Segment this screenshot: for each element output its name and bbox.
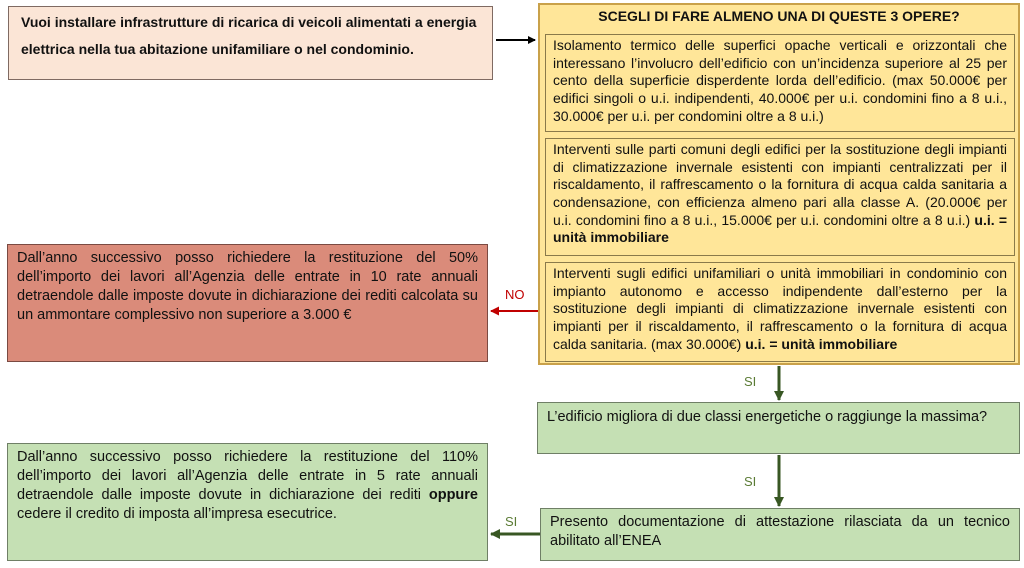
result-no-text: Dall’anno successivo posso richiedere la restituzione del 50% dell’importo dei lavori all’Agenzia delle entrate in 10 rate annuali detraendole dalle imposte dovute in dichiarazione dei rediti calcolata su un ammontare complessivo non superiore a 3.000 € [17,250,478,324]
options-panel [538,3,1020,365]
option-autonomous-heating [545,262,1015,362]
question-box [8,6,493,80]
label-si-2: SI [744,474,757,489]
label-si-3: SI [505,514,518,529]
label-no: NO [505,287,525,302]
result-si-emphasis: oppure [428,487,478,504]
option-autonomous-heating-text: Interventi sugli edifici unifamiliari o unità immobiliari in condominio con impianto autonomo e accesso indipendente dall’esterno per la sostituzione degli impianti di climatizzazione invernale esistenti con impianti per il riscaldamento, il raffrescamento o la fornitura di acqua calda sanitaria. (max 30.000€) [553,265,1007,352]
result-no-box [7,244,488,362]
energy-class-box [537,402,1020,454]
result-si-text-before: Dall’anno successivo posso richiedere la restituzione del 110% dell’importo dei lavori all’Agenzia delle entrate in 5 rate annuali detraendole dalle imposte dovute in dichiarazione dei rediti [17,449,478,504]
options-title: SCEGLI DI FARE ALMENO UNA DI QUESTE 3 OPERE? [598,8,960,24]
question-text: Vuoi installare infrastrutture di ricarica di veicoli alimentati a energia elettrica nella tua abitazione unifamiliare o nel condominio. [21,14,477,58]
result-si-box [7,443,488,561]
enea-text: Presento documentazione di attestazione rilasciata da un tecnico abilitato all’ENEA [550,514,1010,550]
option-centralized-heating [545,138,1015,256]
option-centralized-heating-note: u.i. = unità immobiliare [553,211,1007,246]
option-centralized-heating-text: Interventi sulle parti comuni degli edifici per la sostituzione degli impianti di climatizzazione invernale esistenti con impianti centralizzati per il riscaldamento, il raffrescamento o la fornitura di acqua calda sanitaria a condensazione, con efficienza almeno pari alla classe A. (20.000€ per u.i. condomini fino a 8 u.i., 15.000€ per u.i. condomini oltre a 8 u.i.) [553,141,1007,228]
option-insulation [545,34,1015,132]
energy-class-text: L’edificio migliora di due classi energetiche o raggiunge la massima? [547,409,988,425]
result-si-text-after: cedere il credito di imposta all’impresa esecutrice. [17,506,337,523]
enea-box [540,508,1020,561]
option-autonomous-heating-note: u.i. = unità immobiliare [745,335,898,352]
option-insulation-text: Isolamento termico delle superfici opache verticali e orizzontali che interessano l’involucro dell’edificio con un’incidenza superiore al 25 per cento della superficie disperdente lorda dell’edificio. (max 50.000€ per edifici singoli o u.i. indipendenti, 40.000€ per u.i. condomini fino a 8 u.i., 30.000€ per u.i. per condomini oltre a 8 u.i.) [553,37,1007,124]
label-si-1: SI [744,374,757,389]
